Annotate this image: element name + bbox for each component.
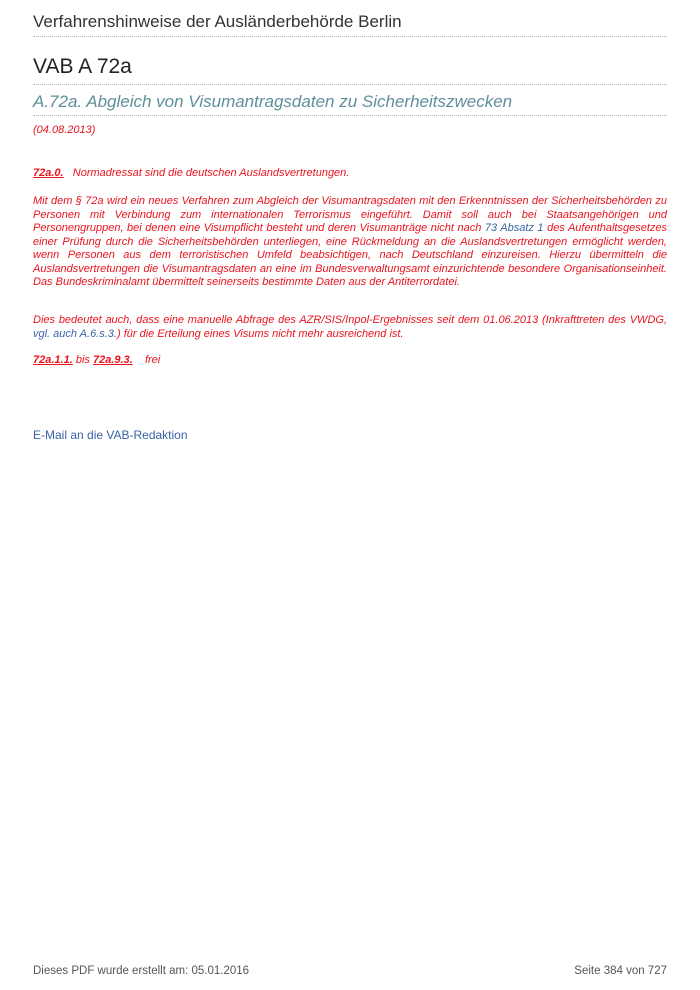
footer-page-number: Seite 384 von 727: [574, 965, 667, 977]
paragraph-text: des Aufenthaltsgesetzes einer Prüfung durch die Sicherheitsbehörden unterliegen, eine Rückmeldung an die Auslandsvertretungen ermöglicht werden, wenn Personen aus dem terroristischen Umfeld beabsichtigen, nach Deutschland einzureisen. Hierzu übermitteln die Auslandsvertretungen die Visumantragsdaten an eine im Bundesverwaltungsamt einzurichtende besondere Organisationseinheit. Das Bundeskriminalamt übermittelt seinerseits bestimmte Daten aus der Antiterrordatei.: [33, 222, 668, 288]
footer-created-date: Dieses PDF wurde erstellt am: 05.01.2016: [33, 965, 250, 977]
site-header: Verfahrenshinweise der Ausländerbehörde Berlin: [33, 12, 667, 37]
status-text: frei: [144, 354, 161, 366]
paragraph-range-free: [33, 354, 667, 368]
section-link-72a-9-3[interactable]: 72a.9.3.: [92, 354, 133, 366]
paragraph-text: Mit dem § 72a wird ein neues Verfahren zum Abgleich der Visumantragsdaten mit den Erkenntnissen der Sicherheitsbehörden zu Personen mit Verbindung zum internationalen Terrorismus eingeführt. Damit soll auch bei Staatsangehörigen und Personengruppen, bei denen eine Visumpflicht besteht und deren Visumanträge nicht nach: [33, 195, 667, 234]
paragraph-72a-0: [33, 167, 667, 181]
range-separator: bis: [75, 354, 90, 366]
page-title: VAB A 72a: [33, 55, 667, 85]
paragraph-intro: [33, 195, 667, 290]
paragraph-manual-query: [33, 314, 667, 341]
cross-reference-link[interactable]: vgl. auch A.6.s.3.: [33, 327, 117, 340]
section-link-72a-1-1[interactable]: 72a.1.1.: [33, 354, 73, 366]
section-subtitle: A.72a. Abgleich von Visumantragsdaten zu Sicherheitszwecken: [33, 92, 667, 116]
document-page: [33, 0, 667, 990]
email-editorial-link[interactable]: E-Mail an die VAB-Redaktion: [33, 428, 188, 442]
revision-date: (04.08.2013): [33, 124, 96, 136]
section-link-72a-0[interactable]: 72a.0.: [33, 167, 64, 179]
paragraph-text: Normadressat sind die deutschen Auslandsvertretungen.: [72, 167, 350, 179]
law-link-73-absatz-1[interactable]: 73 Absatz 1: [484, 222, 544, 234]
paragraph-text: Dies bedeutet auch, dass eine manuelle Abfrage des AZR/SIS/Inpol-Ergebnisses seit dem 01.06.2013 (Inkrafttreten des VWDG,: [33, 314, 667, 326]
paragraph-text: ) für die Erteilung eines Visums nicht mehr ausreichend ist.: [116, 327, 404, 340]
